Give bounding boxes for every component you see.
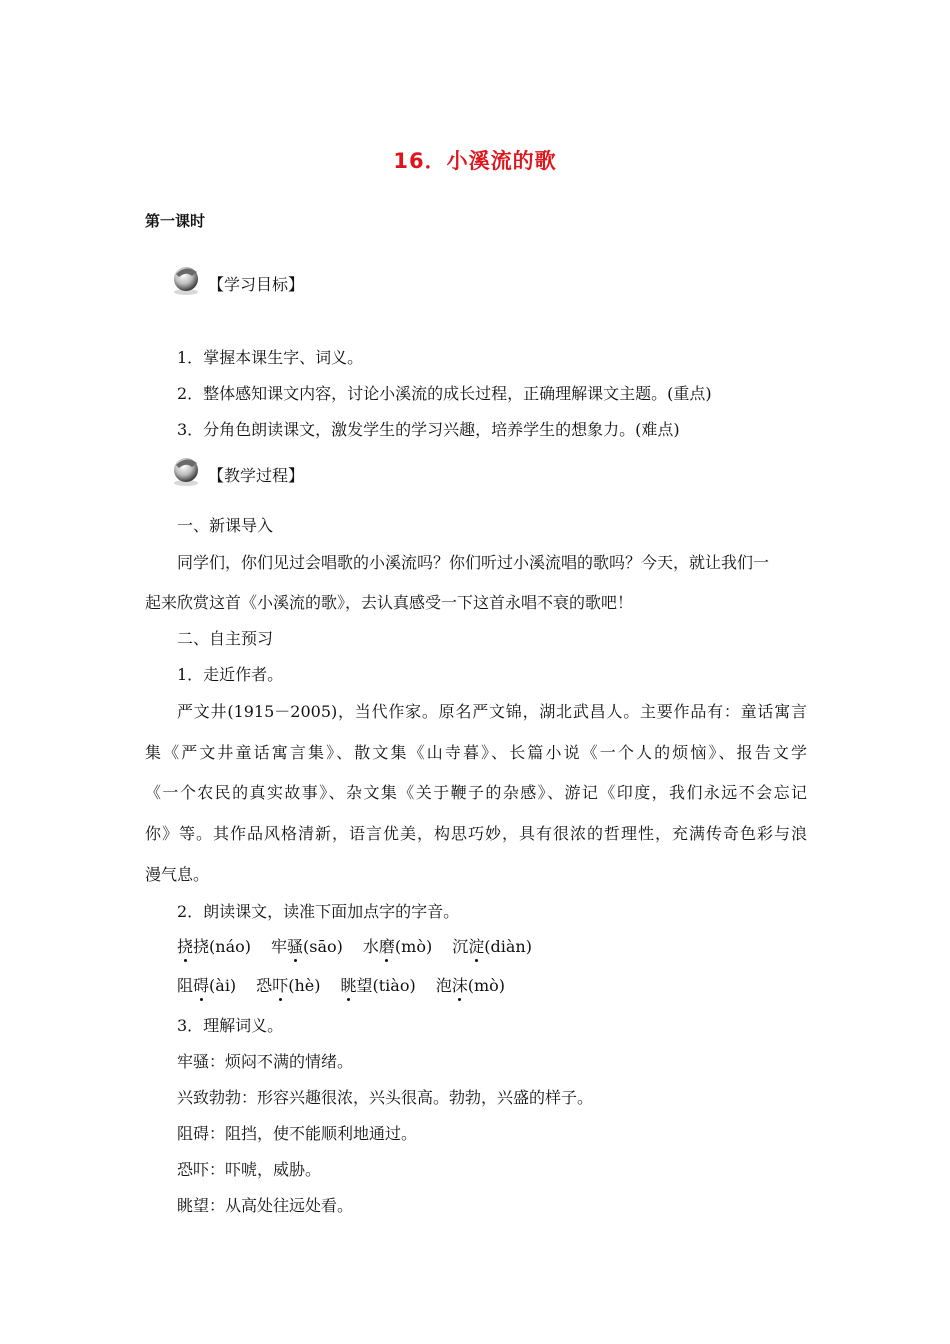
pinyin-item: 牢骚(sāo) (270, 937, 343, 956)
goals-section-heading (170, 262, 304, 296)
process-heading-label: 【教学过程】 (208, 466, 305, 485)
pinyin-item: 泡沫(mò) (435, 976, 506, 995)
author-heading: 1．走近作者。 (177, 665, 284, 684)
vocab-item: 眺望：从高处往远处看。 (177, 1196, 354, 1215)
author-paragraph-line: 漫气息。 (145, 865, 210, 884)
goal-item: 3．分角色朗读课文，激发学生的学习兴趣，培养学生的想象力。(难点) (177, 420, 680, 439)
pinyin-item: 沉淀(diàn) (452, 937, 532, 956)
vocab-heading: 3．理解词义。 (177, 1016, 284, 1035)
author-paragraph-line: 你》等。其作品风格清新，语言优美，构思巧妙，具有很浓的哲理性，充满传奇色彩与浪 (145, 824, 807, 843)
part1-paragraph-line: 同学们，你们见过会唱歌的小溪流吗？你们听过小溪流唱的歌吗？今天，就让我们一 (177, 553, 770, 572)
author-paragraph-line: 《一个农民的真实故事》、杂文集《关于鞭子的杂感》、游记《印度，我们永远不会忘记 (145, 783, 807, 802)
vocab-item: 阻碍：阻挡，使不能顺利地通过。 (177, 1124, 418, 1143)
author-paragraph-line: 严文井(1915－2005)，当代作家。原名严文锦，湖北武昌人。主要作品有：童话寓言 (177, 702, 807, 721)
goals-heading-label: 【学习目标】 (208, 275, 305, 294)
pinyin-item: 眺望(tiào) (340, 976, 416, 995)
pinyin-row (177, 937, 532, 957)
author-paragraph-line: 集《严文井童话寓言集》、散文集《山寺暮》、长篇小说《一个人的烦恼》、报告文学 (145, 743, 807, 762)
vocab-item: 恐吓：吓唬，威胁。 (177, 1160, 322, 1179)
process-section-heading (170, 453, 304, 487)
pinyin-item: 恐吓(hè) (256, 976, 321, 995)
vocab-item: 牢骚：烦闷不满的情绪。 (177, 1052, 354, 1071)
part1-paragraph-line: 起来欣赏这首《小溪流的歌》，去认真感受一下这首永唱不衰的歌吧！ (145, 593, 634, 612)
goal-item: 1．掌握本课生字、词义。 (177, 348, 364, 367)
bullet-sphere-icon (170, 262, 206, 296)
reading-heading: 2．朗读课文，读准下面加点字的字音。 (177, 902, 460, 921)
bullet-sphere-icon (170, 453, 206, 487)
part2-heading: 二、自主预习 (177, 629, 274, 648)
pinyin-item: 水磨(mò) (362, 937, 433, 956)
goal-item: 2．整体感知课文内容，讨论小溪流的成长过程，正确理解课文主题。(重点) (177, 384, 712, 403)
pinyin-item: 挠挠(náo) (177, 937, 251, 956)
page-title: 16．小溪流的歌 (393, 149, 557, 173)
vocab-item: 兴致勃勃：形容兴趣很浓，兴头很高。勃勃，兴盛的样子。 (177, 1088, 594, 1107)
pinyin-row (177, 976, 505, 996)
part1-heading: 一、新课导入 (177, 516, 274, 535)
pinyin-item: 阻碍(ài) (177, 976, 237, 995)
lesson-label: 第一课时 (145, 212, 206, 230)
